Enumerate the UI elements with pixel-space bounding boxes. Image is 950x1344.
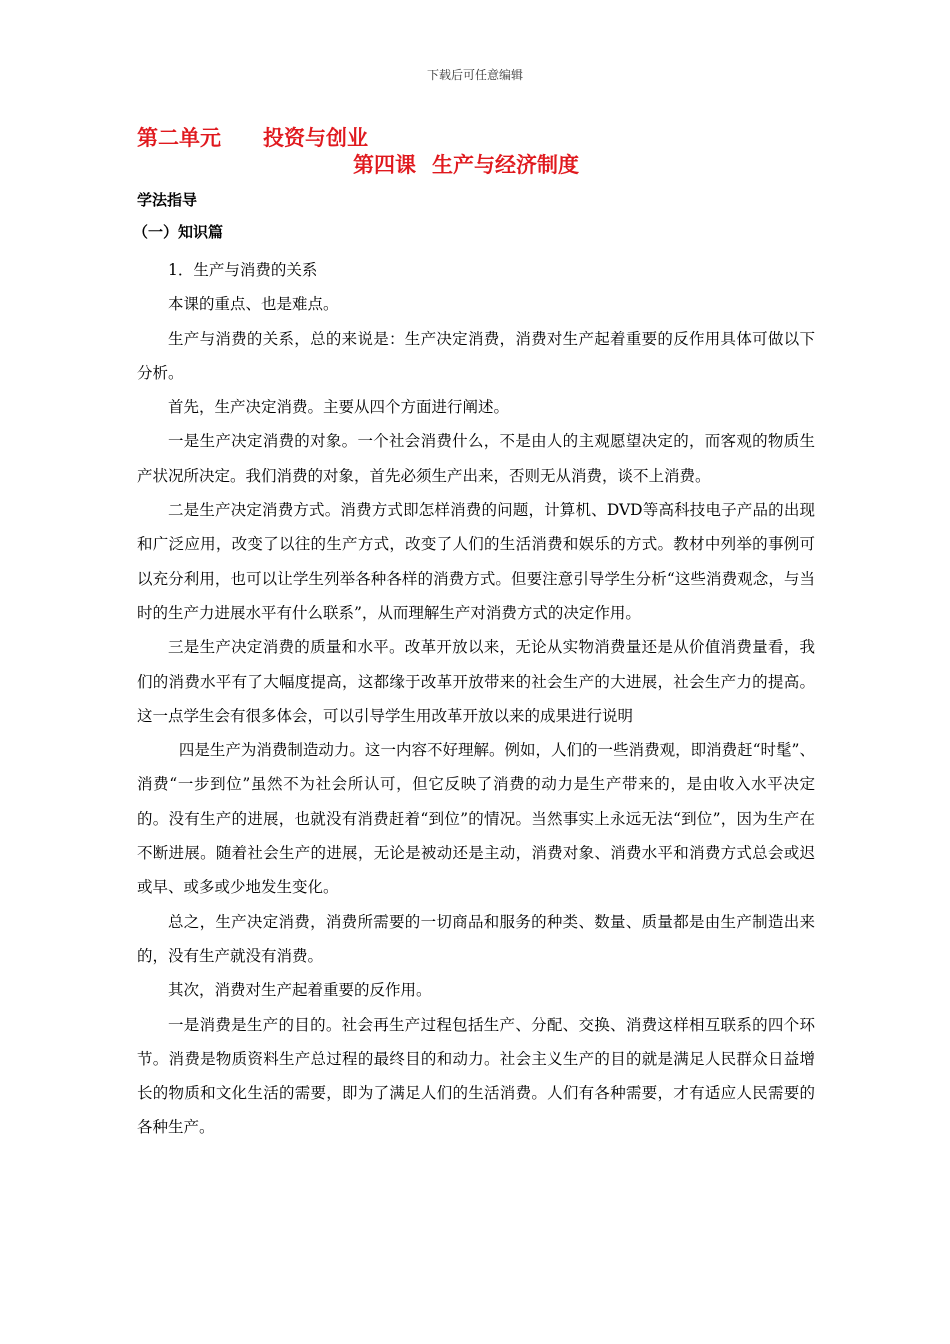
unit-number: 第二单元	[137, 126, 221, 150]
body-text	[137, 253, 815, 1145]
paragraph: 首先，生产决定消费。主要从四个方面进行阐述。	[168, 398, 510, 417]
paragraph: 本课的重点、也是难点。	[168, 295, 339, 314]
paragraph: 其次，消费对生产起着重要的反作用。	[168, 981, 432, 1000]
paragraph: 1．生产与消费的关系	[168, 261, 318, 279]
paragraph: 三是生产决定消费的质量和水平。改革开放以来，无论从实物消费量还是从价值消费量看，我们的消费水平有了大幅度提高，这都缘于改革开放带来的社会生产的大进展，社会生产力的提高。这一点学生会有很多体会，可以引导学生用改革开放以来的成果进行说明	[137, 638, 815, 725]
paragraph: 一是生产决定消费的对象。一个社会消费什么，不是由人的主观愿望决定的，而客观的物质生产状况所决定。我们消费的对象，首先必须生产出来，否则无从消费，谈不上消费。	[137, 432, 815, 485]
unit-title	[137, 122, 368, 152]
paragraph: 四是生产为消费制造动力。这一内容不好理解。例如，人们的一些消费观，即消费赶“时髦”、消费“一步到位”虽然不为社会所认可，但它反映了消费的动力是生产带来的，是由收入水平决定的。没有生产的进展，也就没有消费赶着“到位”的情况。当然事实上永远无法“到位”，因为生产在不断进展。随着社会生产的进展，无论是被动还是主动，消费对象、消费水平和消费方式总会或迟或早、或多或少地发生变化。	[137, 741, 815, 897]
study-guide-heading: 学法指导	[137, 191, 198, 209]
knowledge-heading: （一）知识篇	[133, 223, 224, 241]
unit-name: 投资与创业	[263, 126, 368, 150]
paragraph: 总之，生产决定消费，消费所需要的一切商品和服务的种类、数量、质量都是由生产制造出来的，没有生产就没有消费。	[137, 912, 815, 965]
header-note: 下载后可任意编辑	[426, 68, 523, 82]
paragraph: 生产与消费的关系，总的来说是：生产决定消费，消费对生产起着重要的反作用具体可做以下分析。	[137, 329, 815, 382]
paragraph: 二是生产决定消费方式。消费方式即怎样消费的问题，计算机、DVD等高科技电子产品的出现和广泛应用，改变了以往的生产方式，改变了人们的生活消费和娱乐的方式。教材中列举的事例可以充分利用，也可以让学生列举各种各样的消费方式。但要注意引导学生分析“这些消费观念，与当时的生产力进展水平有什么联系”，从而理解生产对消费方式的决定作用。	[137, 501, 815, 622]
lesson-name: 生产与经济制度	[432, 153, 579, 177]
lesson-title	[353, 149, 579, 179]
lesson-number: 第四课	[353, 153, 416, 177]
paragraph: 一是消费是生产的目的。社会再生产过程包括生产、分配、交换、消费这样相互联系的四个环节。消费是物质资料生产总过程的最终目的和动力。社会主义生产的目的就是满足人民群众日益增长的物质和文化生活的需要，即为了满足人们的生活消费。人们有各种需要，才有适应人民需要的各种生产。	[137, 1015, 815, 1137]
